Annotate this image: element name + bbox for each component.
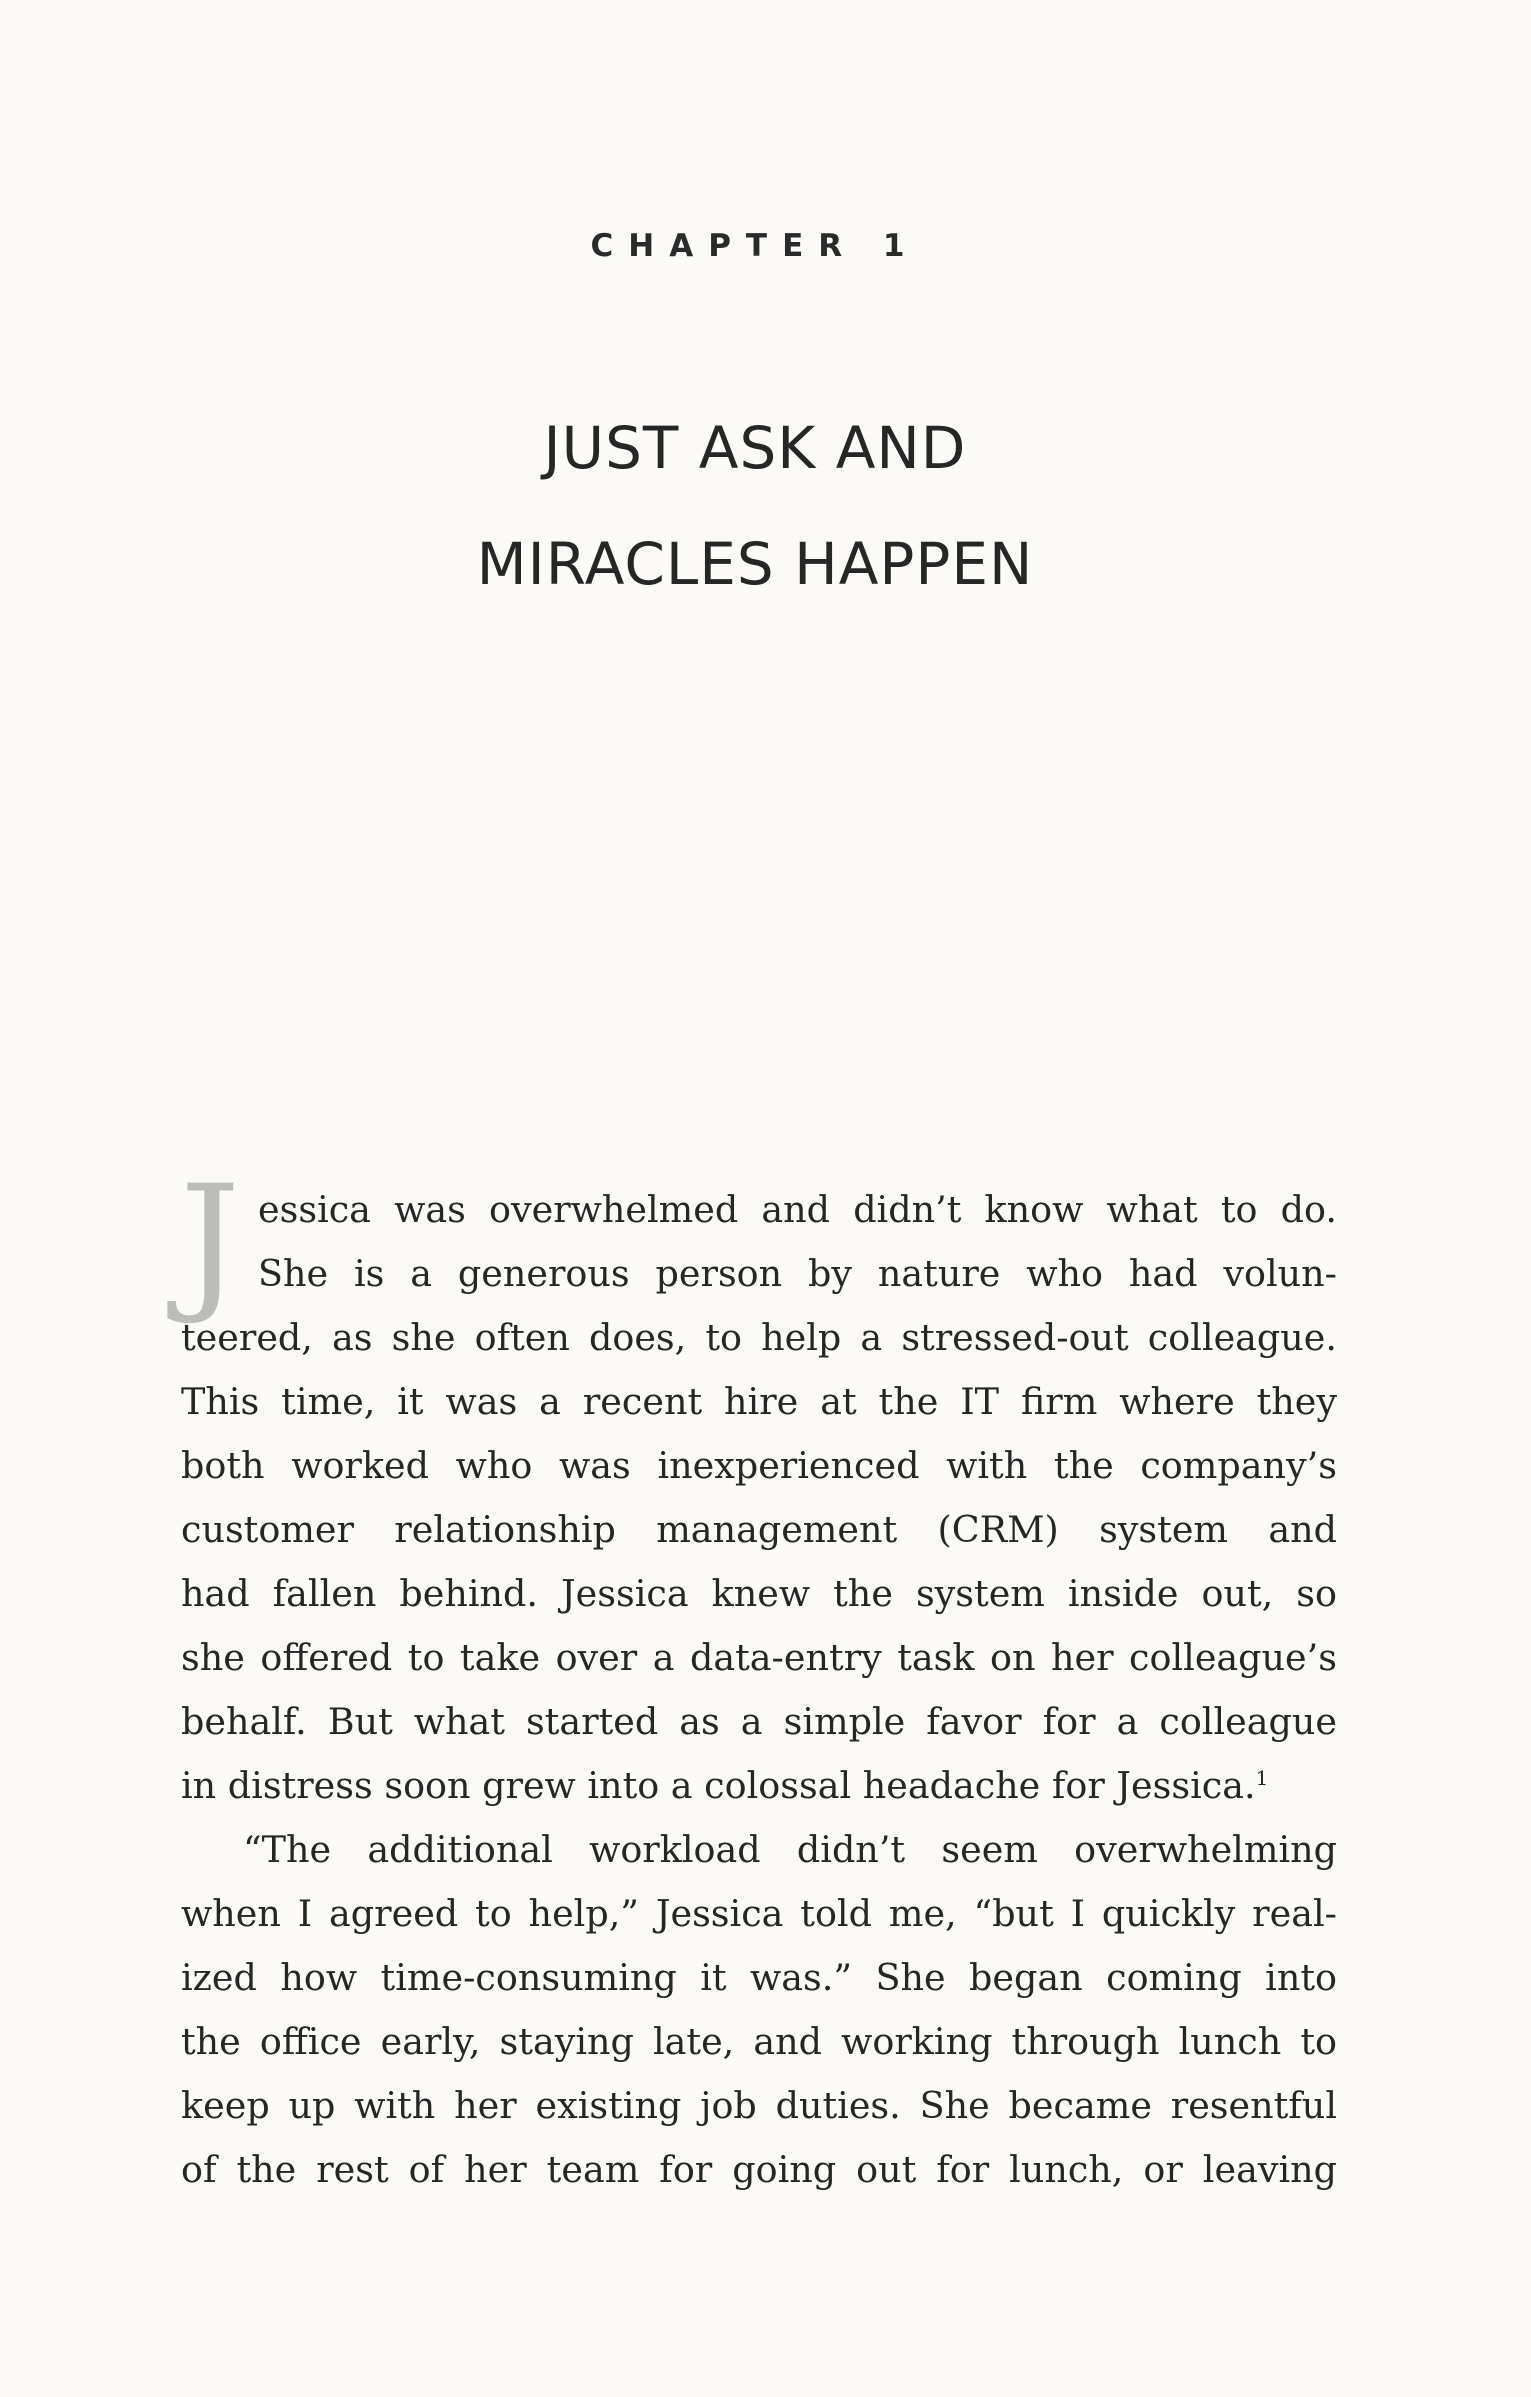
chapter-label: CHAPTER 1 — [590, 228, 920, 264]
text-line: both worked who was inexperienced with the company’s — [181, 1444, 1337, 1487]
text-line: essica was overwhelmed and didn’t know what to do. — [258, 1188, 1337, 1231]
text-line: had fallen behind. Jessica knew the system inside out, so — [181, 1572, 1337, 1615]
text-line — [181, 1754, 1337, 1818]
text-line: She is a generous person by nature who had volun- — [258, 1252, 1337, 1295]
text-line: when I agreed to help,” Jessica told me, “but I quickly real- — [181, 1892, 1337, 1935]
text-line: ized how time-consuming it was.” She began coming into — [181, 1956, 1337, 1999]
body-text — [180, 1154, 1337, 2202]
chapter-title-line: MIRACLES HAPPEN — [476, 530, 1034, 598]
text-line: customer relationship management (CRM) system and — [181, 1508, 1337, 1551]
drop-cap: J — [180, 1154, 241, 1328]
text-line: behalf. But what started as a simple favor for a colleague — [181, 1700, 1337, 1743]
text-line: This time, it was a recent hire at the IT firm where they — [181, 1380, 1337, 1423]
text-line: keep up with her existing job duties. She became resentful — [181, 2084, 1337, 2127]
chapter-title-line: JUST ASK AND — [543, 414, 967, 482]
footnote-marker: 1 — [1255, 1765, 1269, 1790]
text-line: she offered to take over a data-entry task on her colleague’s — [181, 1636, 1337, 1679]
text-line: “The additional workload didn’t seem overwhelming — [243, 1828, 1337, 1871]
text-line: teered, as she often does, to help a stressed-out colleague. — [181, 1316, 1337, 1359]
text-line: of the rest of her team for going out for lunch, or leaving — [181, 2148, 1337, 2191]
text-line-content: in distress soon grew into a colossal headache for Jessica. — [181, 1764, 1256, 1807]
chapter-title — [0, 390, 1510, 622]
text-line: the office early, staying late, and working through lunch to — [181, 2020, 1337, 2063]
